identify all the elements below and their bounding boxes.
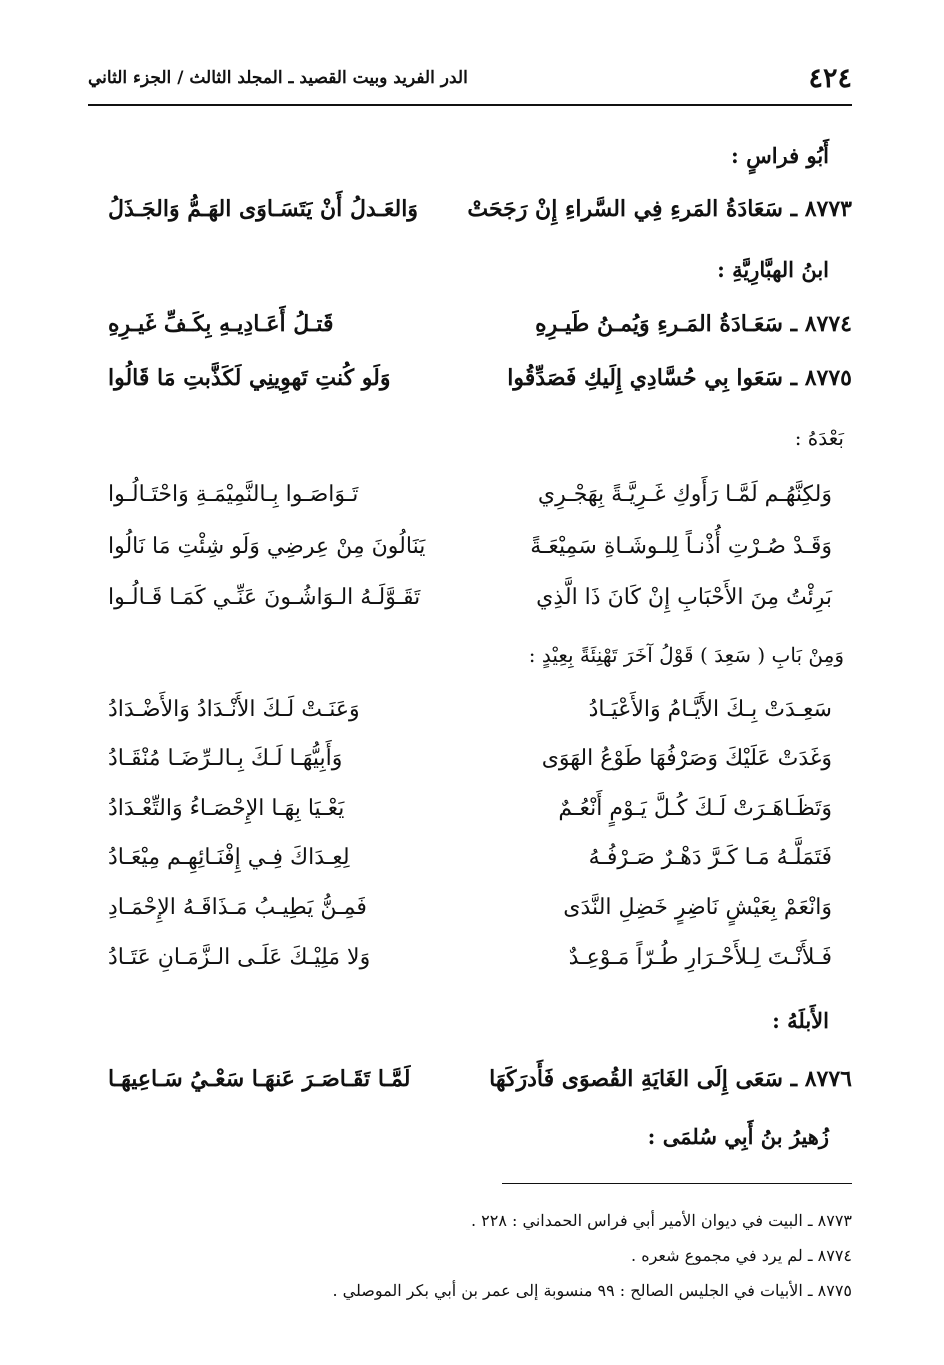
verse-right-hemistich: وَلكِنَّهُـم لَمَّـا رَأَوكِ غَـرِيَّـةً بِهَجْـرِي	[537, 482, 832, 507]
verse-left-hemistich: فَمِـنُّ يَطِيـبُ مَـذَاقَـهُ الإِحْمَـادِ	[108, 895, 367, 920]
footnote: ٨٧٧٥ ـ الأبيات في الجليس الصالح : ٩٩ منسوبة إلى عمر بن أبي بكر الموصلي .	[332, 1281, 852, 1300]
verse-left-hemistich: لِعِـدَاكَ فِـي إِفْنَـائِهِـم مِيْعَـادُ	[108, 845, 350, 870]
verse-left-hemistich: وَالعَـدلُ أَنْ يَتَسَـاوَى الهَـمُّ وَالجَـذَلُ	[108, 196, 418, 222]
entry-number: ٨٧٧٤ ـ	[790, 311, 852, 337]
verse-right-hemistich: فَتَمَلَّـهُ مَـا كَـرَّ دَهْـرٌ صَـرْفُـهُ	[588, 845, 832, 870]
hemistich-text: سَعَى إِلَى الغَايَةِ القُصوَى فَأَدرَكَهَا	[489, 1066, 783, 1092]
verse-left-hemistich: قَتـلُ أَعَـادِيـهِ بِكَـفِّ غَيـرِهِ	[108, 311, 334, 337]
footnote: ٨٧٧٣ ـ البيت في ديوان الأمير أبي فراس الحمداني : ٢٢٨ .	[471, 1211, 852, 1230]
verse-right-hemistich: بَرِئْتُ مِنَ الأَحْبَابِ إِنْ كَانَ ذَا الَّذِي	[536, 585, 832, 610]
page-number: ٤٢٤	[808, 62, 852, 94]
page-header	[88, 58, 852, 98]
after-label: بَعْدَهُ :	[794, 426, 844, 450]
verse-right-hemistich	[489, 1066, 852, 1092]
verse-left-hemistich: يَعْـيَا بِهَـا الإِحْصَـاءُ وَالتِّعْـدَادُ	[108, 796, 345, 821]
verse-right-hemistich: سَعِـدَتْ بِـكَ الأَيَّـامُ وَالأَعْيَـادُ	[588, 697, 832, 722]
hemistich-text: سَعَادَةُ المَرءِ فِي السَّراءِ إِنْ رَجَحَتْ	[467, 196, 783, 222]
verse-right-hemistich: فَـلأَنْـتَ لِـلأَحْـرَارِ طُـرّاً مَـوْعِـدٌ	[568, 945, 832, 970]
verse-right-hemistich: وَغَدَتْ عَلَيْكَ وَصَرْفُهَا طَوْعُ الهَوَى	[541, 746, 832, 771]
hemistich-text: سَعَـادَةُ المَـرءِ وَيُمـنُ طَيـرِهِ	[535, 311, 783, 337]
poet-name: زُهيرُ بنُ أَبِي سُلمَى :	[647, 1124, 829, 1149]
verse-right-hemistich	[507, 365, 852, 391]
running-title: الدر الفريد وبيت القصيد ـ المجلد الثالث / الجزء الثاني	[88, 68, 468, 88]
verse-left-hemistich: يَنَالُونَ مِنْ عِرضِي وَلَو شِئْتِ مَا نَالُوا	[108, 534, 426, 559]
verse-left-hemistich: وَأَبِيُّهَـا لَـكَ بِـالـرِّضَـا مُنْقَـادُ	[108, 746, 343, 771]
header-divider	[88, 104, 852, 106]
footnote: ٨٧٧٤ ـ لم يرد في مجموع شعره .	[631, 1246, 852, 1265]
verse-left-hemistich: تَقَـوَّلَـهُ الـوَاشُـونَ عَنِّـي كَمَـا قَـالُـوا	[108, 585, 421, 610]
verse-right-hemistich	[467, 196, 852, 222]
entry-number: ٨٧٧٣ ـ	[790, 196, 852, 222]
entry-number: ٨٧٧٥ ـ	[790, 365, 852, 391]
footnote-divider	[502, 1183, 852, 1184]
hemistich-text: سَعَوا بِي حُسَّادِي إِلَيكِ فَصَدِّقُوا	[507, 365, 783, 391]
verse-right-hemistich: وَتَظَـاهَـرَتْ لَـكَ كُـلَّ يَـوْمٍ أَنْعُـمٌ	[558, 796, 832, 821]
verse-left-hemistich: وَلَو كُنتِ تَهوِينِي لَكَذَّبتِ مَا قَالُوا	[108, 365, 391, 391]
verse-left-hemistich: تَـوَاصَـوا بِـالنَّمِيْمَـةِ وَاحْتَـالُـوا	[108, 482, 359, 507]
verse-right-hemistich	[535, 311, 852, 337]
verse-left-hemistich: وَعَنَـتْ لَـكَ الأَنْـدَادُ وَالأَضْـدَادُ	[108, 697, 360, 722]
poet-name: ابنُ الهبَّارِيَّةِ :	[717, 257, 829, 282]
verse-left-hemistich: وَلا مَلِيْـكَ عَلَـى الـزَّمَـانِ عَتَـادُ	[108, 945, 371, 970]
entry-number: ٨٧٧٦ ـ	[790, 1066, 852, 1092]
verse-right-hemistich: وَانْعَمْ بِعَيْشٍ نَاضِرٍ خَضِلِ النَّدَى	[563, 895, 832, 920]
section-intro: وَمِنْ بَابِ ( سَعِدَ ) قَوْلُ آخَرَ تَهْنِئَةً بِعِيْدٍ :	[528, 643, 844, 667]
verse-left-hemistich: لَمَّـا تَقَـاصَـرَ عَنهَـا سَعْـيُ سَـاعِيهَـا	[108, 1066, 411, 1092]
poet-name: الأَبلَهُ :	[772, 1008, 829, 1033]
verse-right-hemistich: وَقَـدْ صُـرْتِ أُذْنـاً لِلـوشَـاةِ سَمِيْعَـةً	[530, 534, 832, 559]
poet-name: أَبُو فراسٍ :	[731, 143, 829, 168]
